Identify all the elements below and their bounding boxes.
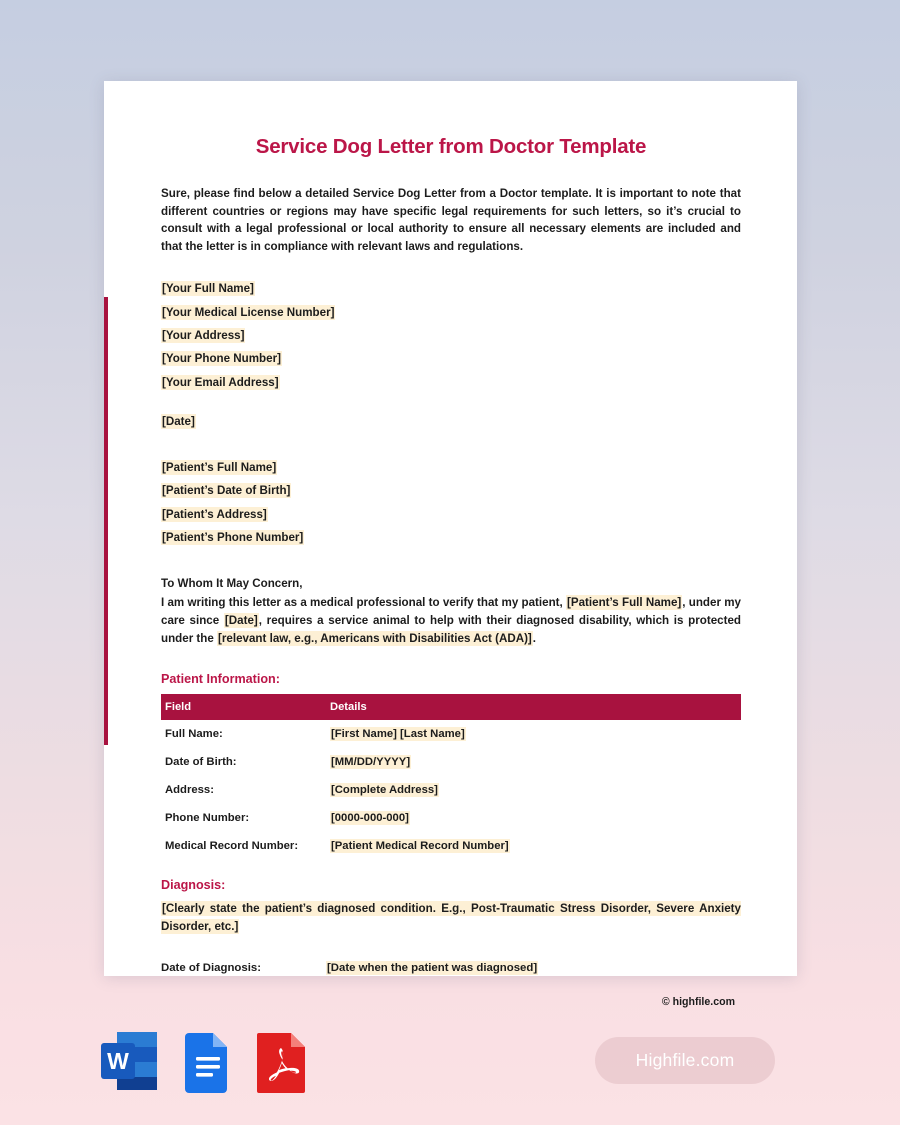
date-of-diagnosis-value-wrapper [326,962,538,974]
table-row [161,804,741,832]
placeholder-date-of-diagnosis: [Date when the patient was diagnosed] [327,962,538,975]
download-format-icons [99,1029,309,1100]
placeholder-patient-date-of-birth: [Patient’s Date of Birth] [162,484,291,498]
column-header-details: Details [326,694,741,720]
table-row [161,832,741,860]
placeholder-diagnosed-condition: [Clearly state the patient’s diagnosed condition. E.g., Post-Traumatic Stress Disorder, Severe Anxiety Disorder, etc.] [161,902,741,934]
column-header-field: Field [161,694,326,720]
date-block [161,410,741,433]
patient-field-line [161,456,741,479]
date-of-diagnosis-label: Date of Diagnosis: [161,962,261,975]
placeholder-full-name: [First Name] [Last Name] [331,728,465,741]
cell-details [326,720,741,748]
left-accent-bar [104,297,108,745]
patient-information-heading: Patient Information: [161,672,280,687]
placeholder-your-phone-number: [Your Phone Number] [162,352,281,366]
patient-field-line [161,503,741,526]
svg-text:W: W [107,1048,129,1074]
placeholder-your-email-address: [Your Email Address] [162,375,279,389]
table-row [161,748,741,776]
body-text-part-2: , under my care since [161,596,741,628]
document-content [161,81,741,1008]
placeholder-phone-number: [0000-000-000] [331,812,409,825]
sender-field-line [161,347,741,370]
page-title: Service Dog Letter from Doctor Template [255,135,647,158]
cell-field-name: Phone Number: [165,812,250,825]
sender-field-line [161,371,741,394]
google-docs-icon [183,1031,233,1095]
pdf-format-button[interactable] [255,1031,309,1100]
placeholder-date-of-birth: [MM/DD/YYYY] [331,756,411,769]
cell-details [326,832,741,860]
sender-field-line [161,301,741,324]
diagnosis-text-wrapper [161,900,741,936]
placeholder-date: [Date] [162,414,195,428]
table-row [161,776,741,804]
date-of-diagnosis-row [161,962,741,974]
placeholder-date-inline: [Date] [224,614,258,628]
date-field-line [161,410,741,433]
patient-field-line [161,479,741,502]
cell-details [326,804,741,832]
body-text-part-1: I am writing this letter as a medical professional to verify that my patient, [161,596,566,610]
pdf-icon [255,1031,309,1095]
table-row [161,720,741,748]
placeholder-your-medical-license-number: [Your Medical License Number] [162,305,335,319]
sender-field-line [161,277,741,300]
patient-field-line [161,526,741,549]
sender-fields-block [161,277,741,393]
placeholder-your-full-name: [Your Full Name] [162,282,254,296]
spacer [161,394,741,402]
diagnosis-heading: Diagnosis: [161,878,226,893]
cell-field-name: Address: [165,784,214,797]
brand-label: Highfile.com [635,1050,735,1070]
cell-details [326,748,741,776]
body-text-part-4: . [532,632,537,646]
placeholder-patient-full-name: [Patient’s Full Name] [162,461,277,475]
patient-information-table [161,694,741,860]
placeholder-complete-address: [Complete Address] [331,784,438,797]
placeholder-patient-address: [Patient’s Address] [162,507,267,521]
copyright-notice: © highfile.com [661,996,735,1009]
document-page [104,81,797,1009]
body-paragraph [161,594,741,648]
placeholder-patient-full-name-inline: [Patient’s Full Name] [567,596,682,610]
cell-field-name: Full Name: [165,728,223,741]
placeholder-medical-record-number: [Patient Medical Record Number] [331,840,509,853]
placeholder-your-address: [Your Address] [162,328,245,342]
word-icon [99,1029,161,1095]
intro-paragraph: Sure, please find below a detailed Service Dog Letter from a Doctor template. It is important to note that different countries or regions may have specific legal requirements for such letters, so it’s crucial to consult with a legal professional or local authority to ensure all necessary elements are included and that the letter is in compliance with relevant laws and regulations. [161,187,741,253]
placeholder-relevant-law: [relevant law, e.g., Americans with Disabilities Act (ADA)] [218,632,532,646]
table-header-row [161,694,741,720]
google-docs-format-button[interactable] [183,1031,233,1100]
body-text-part-3: , requires a service animal to help with their diagnosed disability, which is protected under the [161,614,741,646]
cell-field-name: Date of Birth: [165,756,237,769]
patient-fields-block [161,456,741,549]
sender-field-line [161,324,741,347]
cell-details [326,776,741,804]
cell-field-name: Medical Record Number: [165,840,299,853]
salutation: To Whom It May Concern, [161,577,303,591]
word-format-button[interactable] [99,1029,161,1100]
placeholder-patient-phone-number: [Patient’s Phone Number] [162,531,304,545]
brand-button[interactable] [595,1037,775,1084]
